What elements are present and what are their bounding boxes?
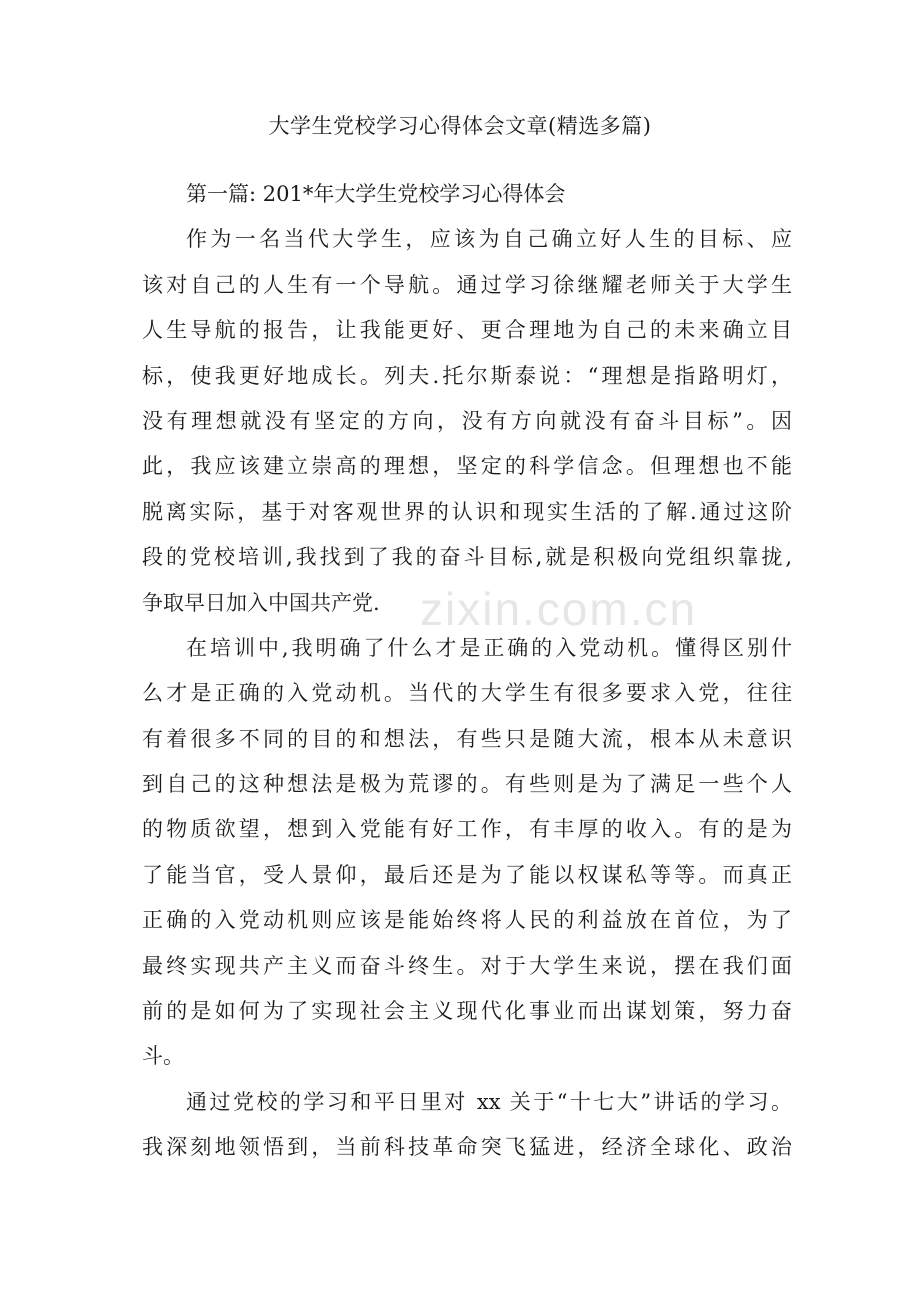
paragraph-line: 最终实现共产主义而奋斗终生。对于大学生来说，摆在我们面 [142, 953, 792, 978]
paragraph-line: 没有理想就没有坚定的方向，没有方向就没有奋斗目标”。因 [142, 408, 792, 433]
paragraph-line: 此，我应该建立崇高的理想，坚定的科学信念。但理想也不能 [142, 454, 792, 479]
paragraph-line: 人生导航的报告，让我能更好、更合理地为自己的未来确立目 [142, 318, 792, 343]
paragraph-line: 么才是正确的入党动机。当代的大学生有很多要求入党，往往 [142, 681, 792, 706]
paragraph-line: 标，使我更好地成长。列夫.托尔斯泰说：“理想是指路明灯， [142, 363, 792, 388]
paragraph-line: 该对自己的人生有一个导航。通过学习徐继耀老师关于大学生 [142, 272, 792, 297]
paragraph-line: 我深刻地领悟到，当前科技革命突飞猛进，经济全球化、政治 [142, 1135, 792, 1160]
paragraph-line: 到自己的这种想法是极为荒谬的。有些则是为了满足一些个人 [142, 772, 792, 797]
paragraph-line: 有着很多不同的目的和想法，有些只是随大流，根本从未意识 [142, 726, 792, 751]
paragraph-line: 的物质欲望，想到入党能有好工作，有丰厚的收入。有的是为 [142, 817, 792, 842]
paragraph-line: 前的是如何为了实现社会主义现代化事业而出谋划策，努力奋 [142, 999, 792, 1024]
paragraph-line: 正确的入党动机则应该是能始终将人民的利益放在首位，为了 [142, 908, 792, 933]
watermark-text: zixin.com.cn [420, 583, 698, 635]
paragraph-line: 了能当官，受人景仰，最后还是为了能以权谋私等等。而真正 [142, 862, 792, 887]
document-title: 大学生党校学习心得体会文章(精选多篇) [268, 114, 652, 138]
paragraph-line: 斗。 [142, 1044, 184, 1069]
paragraph-line: 在培训中,我明确了什么才是正确的入党动机。懂得区别什 [186, 635, 792, 660]
section-heading: 第一篇: 201*年大学生党校学习心得体会 [186, 182, 566, 206]
document-body [142, 172, 792, 1171]
paragraph-line: 争取早日加入中国共产党. [142, 590, 380, 615]
paragraph-line: 脱离实际，基于对客观世界的认识和现实生活的了解.通过这阶 [142, 499, 792, 524]
paragraph-line: 通过党校的学习和平日里对 xx 关于“十七大”讲话的学习。 [186, 1089, 792, 1114]
paragraph-line: 作为一名当代大学生，应该为自己确立好人生的目标、应 [186, 227, 792, 252]
paragraph-line: 段的党校培训,我找到了我的奋斗目标,就是积极向党组织靠拢, [142, 545, 792, 570]
